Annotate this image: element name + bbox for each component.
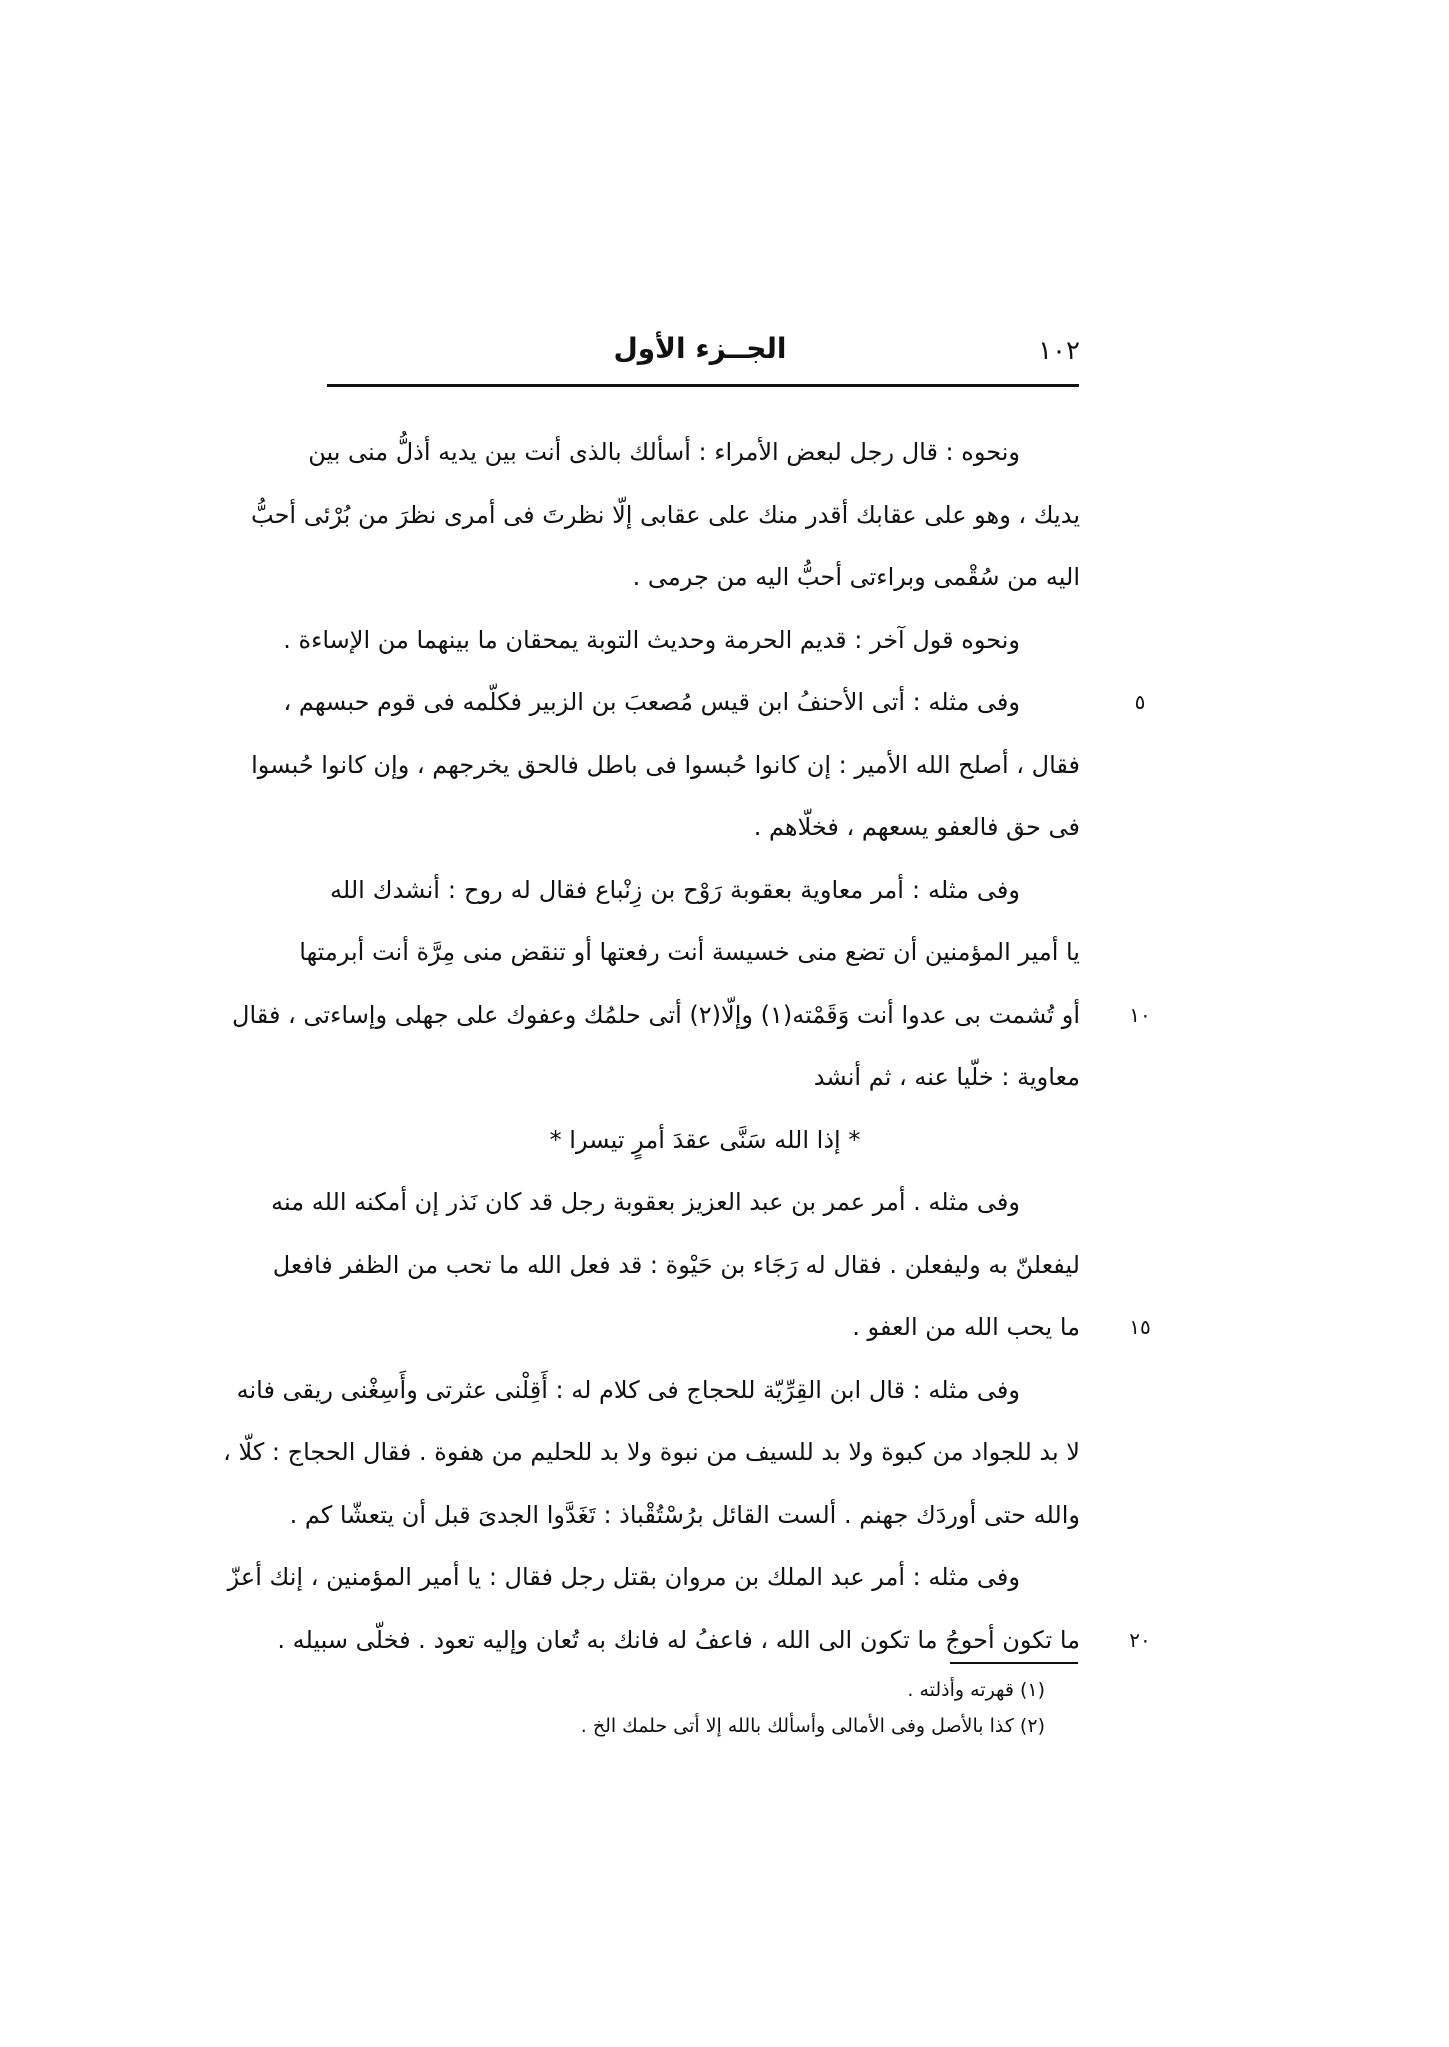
text-line: والله حتى أوردَك جهنم . ألست القائل برُسْتُقْباذ : تَغَدَّوا الجدىَ قبل أن يتعشّا كم . <box>289 1500 1080 1529</box>
text-line: ونحوه : قال رجل لبعض الأمراء : أسألك بالذى أنت بين يديه أذلُّ منى بين <box>308 438 1020 466</box>
line-number: ١٥ <box>1129 1315 1151 1339</box>
text-line: وفى مثله : أتى الأحنفُ ابن قيس مُصعبَ بن الزبير فكلّمه فى قوم حبسهم ، <box>283 688 1020 716</box>
text-line: أو تُشمت بى عدوا أنت وَقَمْته(١) وإلّا(٢) أتى حلمُك وعفوك على جهلى وإساءتى ، فقال <box>232 1000 1080 1029</box>
footnotes <box>500 1672 1045 1744</box>
verse-line: * إذا الله سَنَّى عقدَ أمرٍ تيسرا * <box>549 1125 861 1154</box>
footnote: (١) قهرته وأذلته . <box>907 1679 1045 1701</box>
text-line: فقال ، أصلح الله الأمير : إن كانوا حُبسوا فى باطل فالحق يخرجهم ، وإن كانوا حُبسوا <box>251 750 1080 779</box>
text-line: وفى مثله : أمر عبد الملك بن مروان بقتل رجل فقال : يا أمير المؤمنين ، إنك أعزّ <box>227 1563 1020 1591</box>
text-line: وفى مثله . أمر عمر بن عبد العزيز بعقوبة رجل قد كان نَذر إن أمكنه الله منه <box>271 1188 1020 1216</box>
line-number: ٥ <box>1134 690 1146 714</box>
text-line: معاوية : خلّيا عنه ، ثم أنشد <box>813 1063 1080 1091</box>
body-text <box>223 421 1080 1671</box>
text-line: فى حق فالعفو يسعهم ، فخلّاهم . <box>753 813 1080 841</box>
text-line: اليه من سُقْمى وبراءتى أحبُّ اليه من جرمى . <box>632 563 1080 591</box>
text-line: ونحوه قول آخر : قديم الحرمة وحديث التوبة يمحقان ما بينهما من الإساءة . <box>283 625 1020 654</box>
page-number: ١٠٢ <box>1038 336 1080 366</box>
footnote: (٢) كذا بالأصل وفى الأمالى وأسألك بالله إلا أتى حلمك الخ . <box>580 1715 1045 1737</box>
header-rule <box>327 384 1079 387</box>
text-line: وفى مثله : أمر معاوية بعقوبة رَوْح بن زِنْباع فقال له روح : أنشدك الله <box>330 875 1020 904</box>
footnote-rule <box>950 1662 1078 1664</box>
line-number: ١٠ <box>1129 1002 1151 1027</box>
text-line: لا بد للجواد من كبوة ولا بد للسيف من نبوة ولا بد للحليم من هفوة . فقال الحجاج : كلّا ، <box>223 1438 1080 1466</box>
text-line: يا أمير المؤمنين أن تضع منى خسيسة أنت رفعتها أو تنقض منى مِرَّة أنت أبرمتها <box>299 938 1080 966</box>
text-line: يديك ، وهو على عقابك أقدر منك على عقابى إلّا نظرتَ فى أمرى نظرَ من بُرْئى أحبُّ <box>251 500 1080 529</box>
text-line: ما يحب الله من العفو . <box>852 1313 1080 1341</box>
text-line: ليفعلنّ به وليفعلن . فقال له رَجَاء بن حَيْوة : قد فعل الله ما تحب من الظفر فافعل <box>272 1250 1080 1279</box>
text-line: ما تكون أحوجُ ما تكون الى الله ، فاعفُ له فانك به تُعان وإليه تعود . فخلّى سبيله . <box>277 1625 1080 1654</box>
running-title: الجــزء الأول <box>613 332 787 365</box>
line-number: ٢٠ <box>1129 1627 1151 1652</box>
text-line: وفى مثله : قال ابن القِرِّيّة للحجاج فى كلام له : أَقِلْنى عثرتى وأَسِغْنى ريقى فانه <box>236 1375 1020 1404</box>
